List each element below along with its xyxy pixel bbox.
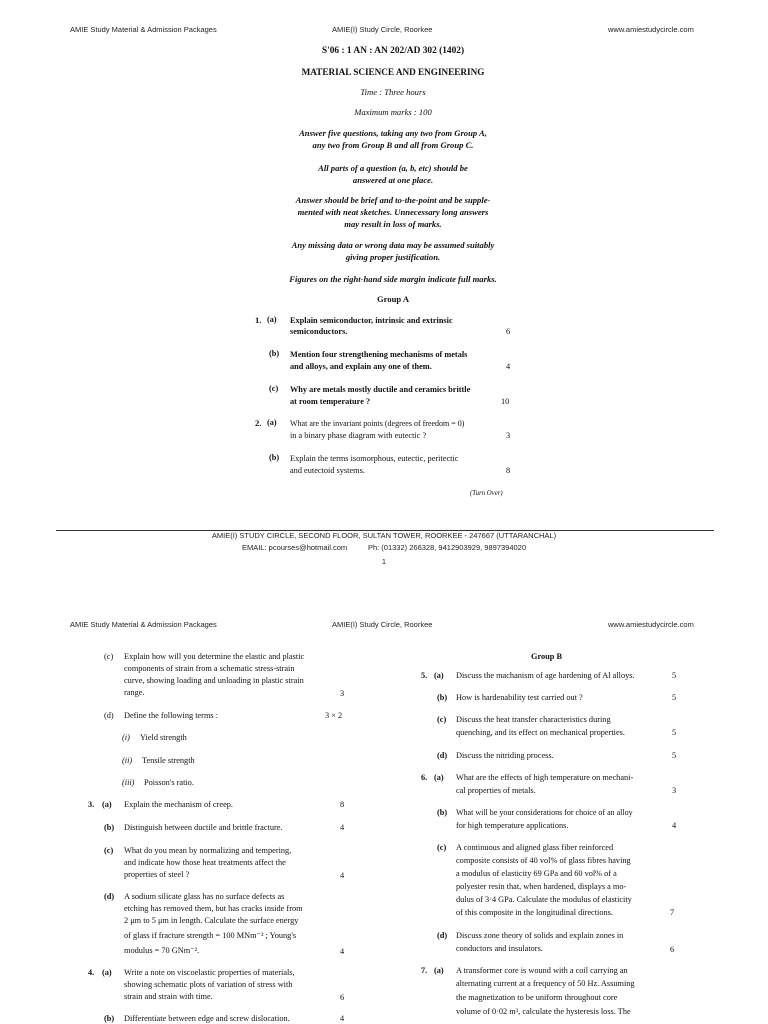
marks: 4 — [340, 947, 345, 956]
question-text: quenching, and its effect on mechanical properties. — [456, 728, 625, 737]
sub-label: (i) — [122, 733, 130, 742]
header-left: AMIE Study Material & Admission Packages — [70, 25, 217, 34]
marks: 8 — [506, 466, 511, 475]
header-center-2: AMIE(I) Study Circle, Roorkee — [332, 620, 433, 629]
question-text: and alloys, and explain any one of them. — [290, 362, 432, 371]
instruction-4a: Any missing data or wrong data may be assumed suitably — [291, 240, 495, 250]
scanned-page-1 — [248, 36, 538, 502]
part-label: (c) — [104, 652, 114, 661]
question-text: What do you mean by normalizing and tempering, — [124, 846, 292, 855]
part-label: (d) — [104, 892, 115, 901]
question-text: Discuss the heat transfer characteristics during — [456, 715, 611, 724]
part-label: (d) — [104, 711, 114, 720]
group-a-heading: Group A — [376, 294, 410, 304]
question-text: etching has removed them, but has cracks inside from — [124, 904, 303, 913]
question-number: 7. — [421, 966, 428, 975]
group-b-heading: Group B — [531, 652, 562, 661]
marks: 6 — [506, 327, 511, 336]
page-number: 1 — [381, 557, 387, 566]
part-label: (a) — [267, 315, 277, 324]
marks: 7 — [670, 908, 675, 917]
question-text: a modulus of elasticity 69 GPa and 60 vol% of a — [456, 869, 617, 878]
question-text: A transformer core is wound with a coil carrying an — [456, 966, 628, 975]
marks: 5 — [672, 671, 677, 680]
question-number: 5. — [421, 671, 428, 680]
sub-label: (ii) — [122, 756, 133, 765]
instruction-1b: any two from Group B and all from Group C. — [312, 140, 474, 150]
marks: 5 — [672, 728, 677, 737]
question-text: 2 μm to 5 μm in length. Calculate the surface energy — [124, 916, 299, 925]
part-label: (b) — [104, 1014, 115, 1023]
marks: 4 — [340, 1014, 345, 1023]
question-text: Discuss the nitriding process. — [456, 751, 554, 760]
question-number: 2. — [255, 418, 262, 428]
question-text: showing schematic plots of variation of stress with — [124, 980, 293, 989]
paper-title: MATERIAL SCIENCE AND ENGINEERING — [301, 67, 485, 77]
marks: 4 — [340, 871, 345, 880]
question-text: Define the following terms : — [124, 711, 219, 720]
question-text: Distinguish between ductile and brittle fracture. — [124, 823, 283, 832]
part-label: (a) — [434, 773, 444, 782]
question-text: the magnetization to be uniform throughout core — [456, 993, 618, 1002]
part-label: (a) — [434, 966, 444, 975]
question-text: Differentiate between edge and screw dislocation. — [124, 1014, 290, 1023]
marks: 6 — [340, 993, 345, 1002]
part-label: (a) — [267, 418, 277, 427]
question-text: dulus of 3·4 GPa. Calculate the modulus of elasticity — [456, 895, 632, 904]
question-text: modulus = 70 GNm⁻². — [124, 946, 200, 955]
marks: 3 — [340, 689, 345, 698]
question-text: What are the invariant points (degrees of freedom = 0) — [290, 419, 465, 428]
part-label: (c) — [269, 384, 279, 393]
question-text: Explain the mechanism of creep. — [124, 800, 233, 809]
marks: 5 — [672, 751, 677, 760]
question-text: How is hardenability test carried out ? — [456, 693, 583, 702]
marks: 6 — [670, 945, 675, 954]
question-text: cal properties of metals. — [456, 786, 536, 795]
instruction-2b: answered at one place. — [352, 175, 434, 185]
question-text: at room temperature ? — [290, 397, 371, 406]
part-label: (b) — [269, 453, 280, 462]
time-line: Time : Three hours — [360, 87, 426, 97]
question-number: 1. — [255, 315, 262, 325]
question-text: A continuous and aligned glass fiber reinforced — [456, 843, 614, 852]
question-number: 4. — [88, 968, 95, 977]
question-text: range. — [124, 688, 145, 697]
question-text: alternating current at a frequency of 50 Hz. Assuming — [456, 979, 635, 988]
part-label: (c) — [437, 715, 447, 724]
instruction-3c: may result in loss of marks. — [344, 219, 442, 229]
marks: 4 — [506, 362, 511, 371]
footer-address: AMIE(I) STUDY CIRCLE, SECOND FLOOR, SULTAN TOWER, ROORKEE - 247667 (UTTARANCHAL) — [211, 531, 557, 540]
question-text: of glass if fracture strength = 100 MNm⁻² ; Young's — [124, 931, 297, 940]
question-text: composite consists of 40 vol% of glass fibres having — [456, 856, 631, 865]
part-label: (b) — [269, 349, 280, 358]
question-text: Why are metals mostly ductile and ceramics brittle — [290, 385, 471, 394]
instruction-3a: Answer should be brief and to-the-point and be supple- — [295, 195, 491, 205]
question-text: curve, showing loading and unloading in plastic strain — [124, 676, 304, 685]
question-text: of this composite in the longitudinal directions. — [456, 908, 613, 917]
question-text: Explain semiconductor, intrinsic and extrinsic — [290, 316, 453, 325]
instruction-1a: Answer five questions, taking any two from Group A, — [299, 128, 487, 138]
marks: 10 — [501, 397, 510, 406]
question-text: Discuss zone theory of solids and explain zones in — [456, 931, 624, 940]
turn-over-note: (Turn Over) — [470, 490, 503, 497]
question-text: and eutectoid systems. — [290, 466, 365, 475]
marks: 8 — [340, 800, 345, 809]
question-text: in a binary phase diagram with eutectic ? — [290, 431, 427, 440]
question-text: for high temperature applications. — [456, 821, 569, 830]
footer-contact: EMAIL: pcourses@hotmail.com Ph: (01332) 266328, 9412903929, 9897394020 — [241, 543, 527, 552]
question-text: Discuss the machanism of age hardening of Al alloys. — [456, 671, 635, 680]
question-text: Poisson's ratio. — [144, 778, 194, 787]
question-text: strain and strain with time. — [124, 992, 213, 1001]
question-text: semiconductors. — [290, 327, 348, 336]
question-text: Tensile strength — [142, 756, 195, 765]
marks: 3 — [506, 431, 511, 440]
part-label: (b) — [437, 808, 448, 817]
marks: 4 — [340, 823, 345, 832]
question-number: 3. — [88, 800, 95, 809]
part-label: (a) — [434, 671, 444, 680]
part-label: (d) — [437, 931, 448, 940]
question-text: Mention four strengthening mechanisms of metals — [290, 350, 468, 359]
question-number: 6. — [421, 773, 428, 782]
question-text: Write a note on viscoelastic properties of materials, — [124, 968, 295, 977]
part-label: (a) — [102, 968, 112, 977]
part-label: (c) — [437, 843, 447, 852]
instruction-2a: All parts of a question (a, b, etc) should be — [318, 163, 468, 173]
marks: 5 — [672, 693, 677, 702]
max-marks: Maximum marks : 100 — [354, 107, 432, 117]
question-text: conductors and insulators. — [456, 944, 543, 953]
question-text: Explain how will you determine the elastic and plastic — [124, 652, 305, 661]
part-label: (a) — [102, 800, 112, 809]
question-text: properties of steel ? — [124, 870, 190, 879]
question-text: and indicate how those heat treatments affect the — [124, 858, 286, 867]
part-label: (b) — [104, 823, 115, 832]
marks: 3 × 2 — [325, 711, 343, 720]
question-text: What are the effects of high temperature on mechani- — [456, 773, 634, 782]
marks: 4 — [672, 821, 677, 830]
part-label: (d) — [437, 751, 448, 760]
question-text: polyester resin that, when hardened, displays a mo- — [456, 882, 627, 891]
question-text: Yield strength — [140, 733, 187, 742]
instruction-4b: giving proper justification. — [345, 252, 441, 262]
header-right: www.amiestudycircle.com — [608, 25, 694, 34]
paper-code: S'06 : 1 AN : AN 202/AD 302 (1402) — [321, 46, 465, 56]
sub-label: (iii) — [122, 778, 135, 787]
marks: 3 — [672, 786, 677, 795]
header-left-2: AMIE Study Material & Admission Packages — [70, 620, 217, 629]
header-center: AMIE(I) Study Circle, Roorkee — [332, 25, 433, 34]
part-label: (b) — [437, 693, 448, 702]
instruction-5: Figures on the right-hand side margin indicate full marks. — [289, 274, 497, 284]
header-right-2: www.amiestudycircle.com — [608, 620, 694, 629]
question-text: volume of 0·02 m³, calculate the hysteresis loss. The — [456, 1007, 631, 1016]
part-label: (c) — [104, 846, 114, 855]
question-text: components of strain from a schematic stress-strain — [124, 664, 295, 673]
instruction-3b: mented with neat sketches. Unnecessary long answers — [297, 207, 489, 217]
question-text: What will be your considerations for choice of an alloy — [456, 808, 633, 817]
question-text: Explain the terms isomorphous, eutectic, peritectic — [290, 454, 459, 463]
question-text: A sodium silicate glass has no surface defects as — [124, 892, 285, 901]
